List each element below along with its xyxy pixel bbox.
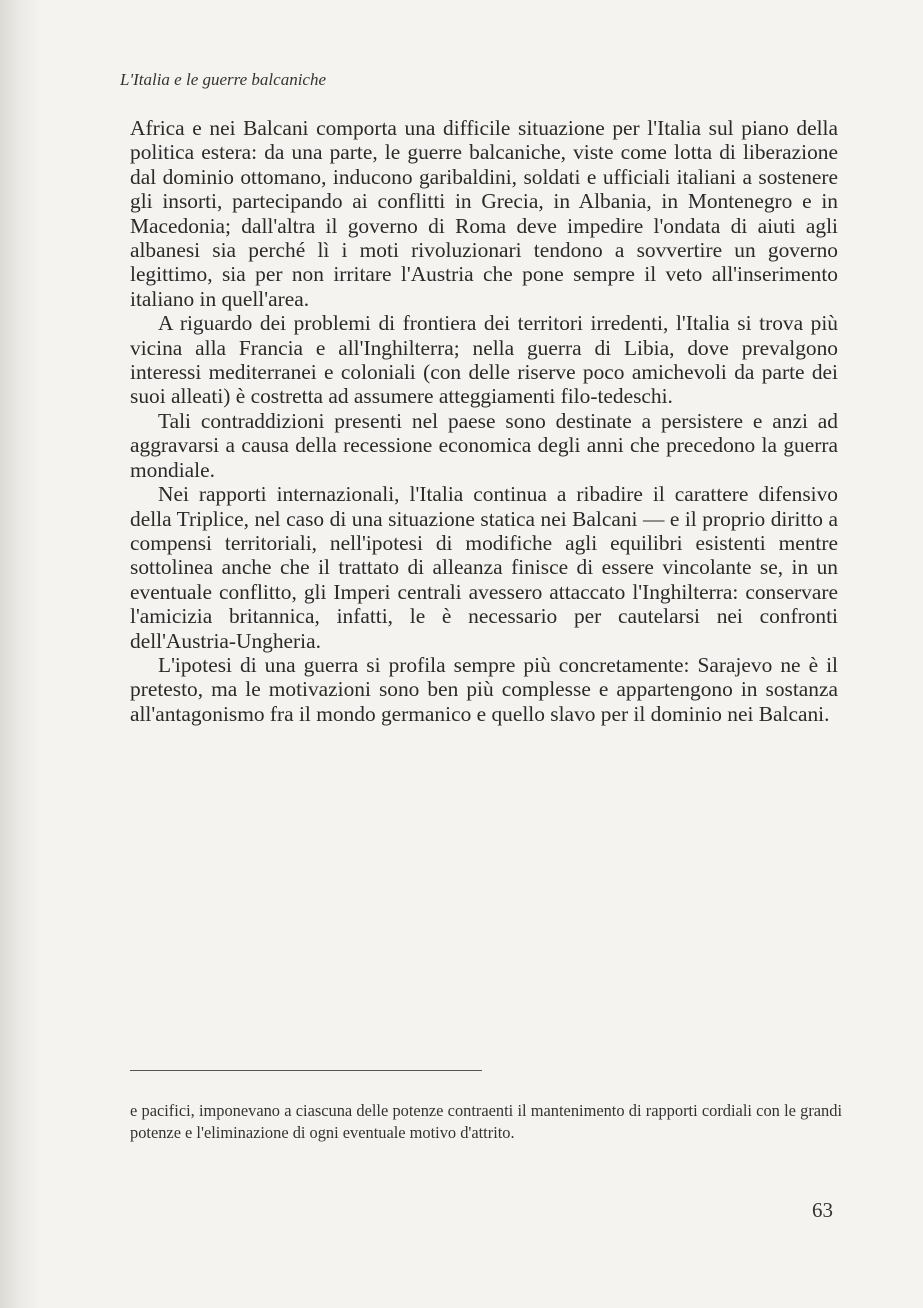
footnote [130,1100,842,1144]
paragraph-3: Tali contraddizioni presenti nel paese sono destinate a persistere e anzi ad aggravarsi a causa della recessione economica degli anni che precedono la guerra mondiale. [130,408,838,482]
page-number: 63 [812,1198,833,1222]
paragraph-4: Nei rapporti internazionali, l'Italia continua a ribadire il carattere difensivo della Triplice, nel caso di una situazione statica nei Balcani — e il proprio diritto a compensi territoriali, nell'ipotesi di modifiche agli equilibri esistenti mentre sottolinea anche che il trattato di alleanza finisce di essere vincolante se, in un eventuale conflitto, gli Imperi centrali avessero attaccato l'Inghilterra: conservare l'amicizia britannica, infatti, le è necessario per cautelarsi nei confronti dell'Austria-Ungheria. [130,482,838,653]
footnote-divider [130,1070,482,1071]
footnote-text: e pacifici, imponevano a ciascuna delle potenze contraenti il mantenimento di rapporti cordiali con le grandi potenze e l'eliminazione di ogni eventuale motivo d'attrito. [130,1101,842,1142]
paragraph-5: L'ipotesi di una guerra si profila sempre più concretamente: Sarajevo ne è il pretesto, ma le motivazioni sono ben più complesse e appartengono in sostanza all'antagonismo fra il mondo germanico e quello slavo per il dominio nei Balcani. [130,652,838,726]
paragraph-1: Africa e nei Balcani comporta una difficile situazione per l'Italia sul piano della politica estera: da una parte, le guerre balcaniche, viste come lotta di liberazione dal dominio ottomano, inducono garibaldini, soldati e ufficiali italiani a sostenere gli insorti, partecipando ai conflitti in Grecia, in Albania, in Montenegro e in Macedonia; dall'altra il governo di Roma deve impedire l'ondata di aiuti agli albanesi sia perché lì i moti rivoluzionari tendono a sovvertire un governo legittimo, sia per non irritare l'Austria che pone sempre il veto all'inserimento italiano in quell'area. [130,116,838,311]
paragraph-2: A riguardo dei problemi di frontiera dei territori irredenti, l'Italia si trova più vicina alla Francia e all'Inghilterra; nella guerra di Libia, dove prevalgono interessi mediterranei e coloniali (con delle riserve poco amichevoli da parte dei suoi alleati) è costretta ad assumere atteggiamenti filo-tedeschi. [130,311,838,409]
running-head: L'Italia e le guerre balcaniche [120,70,327,89]
body-text [130,116,838,726]
